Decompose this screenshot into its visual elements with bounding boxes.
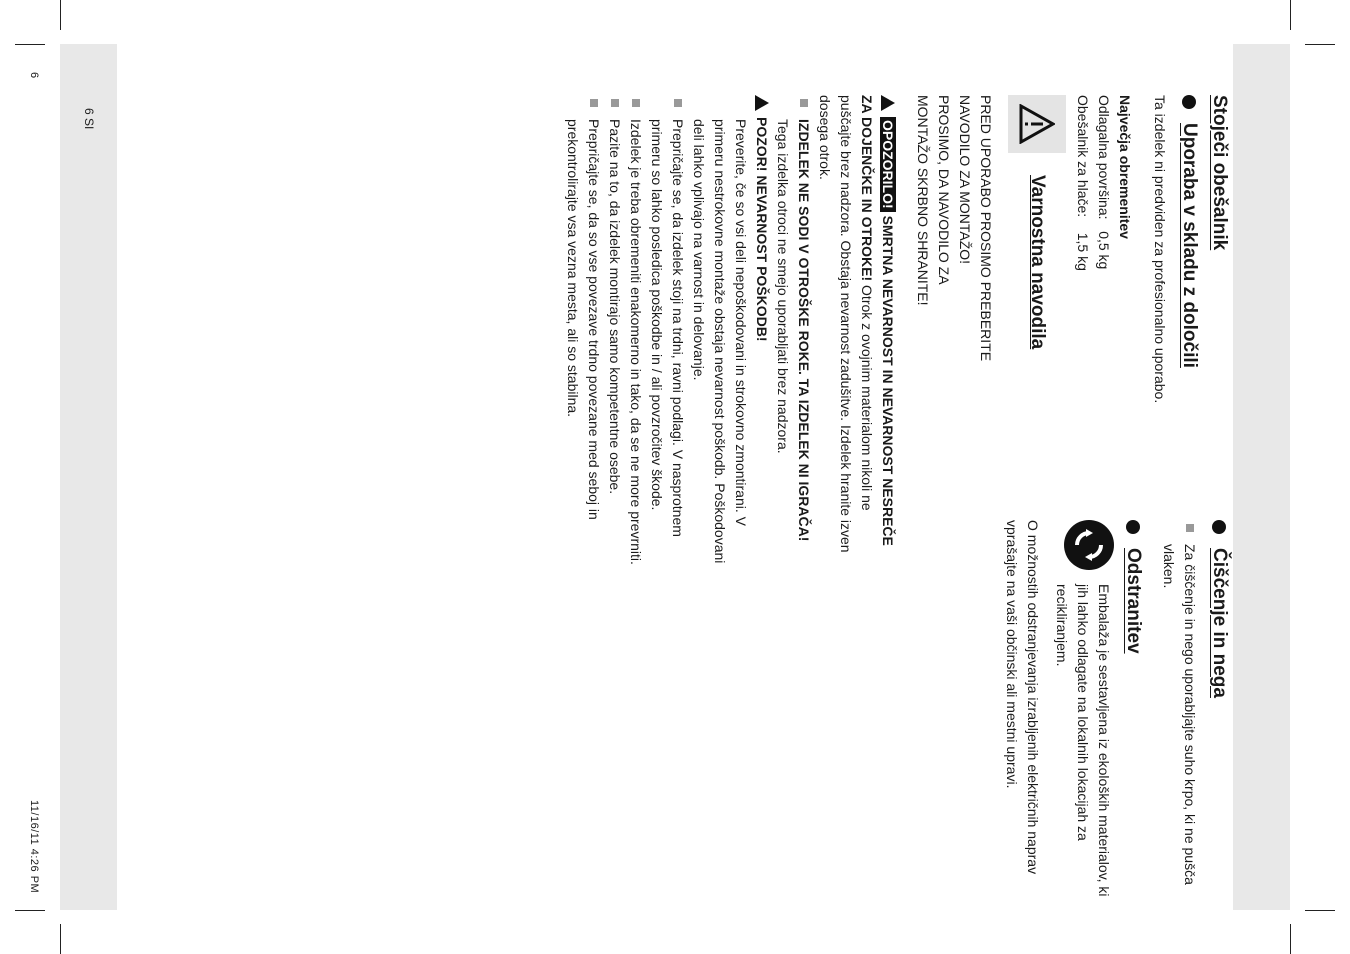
max-load-title: Največja obremenitev — [1117, 95, 1133, 239]
warning-triangle-icon — [1008, 95, 1066, 153]
recycle-icon — [1064, 520, 1114, 570]
section-heading-intended-use: Uporaba v skladu z določili — [1178, 95, 1200, 565]
crop-mark — [60, 0, 61, 30]
list-item: Prepričajte se, da so vse povezave trdno povezane med seboj in prekontrolirajte vsa vezna mesta, ali so stabilna. — [562, 95, 604, 565]
column-right — [1001, 520, 1230, 900]
slug-date: 11/16/11 4:26 PM — [28, 800, 40, 894]
kids-paragraph — [772, 95, 814, 565]
damage-head: POZOR! NEVARNOST POŠKODB! — [754, 117, 770, 342]
list-item: Pazite na to, da izdelek montirajo samo kompetentne osebe. — [604, 95, 625, 565]
warning-head: SMRTNA NEVARNOST IN NEVARNOST NESREČE ZA DOJENČKE IN OTROKE! — [859, 95, 896, 546]
warning-paragraph — [814, 95, 898, 565]
warning-small-icon — [755, 95, 769, 111]
warning-text: Otrok z ovojnim materialom nikoli ne puščajte brez nadzora. Obstaja nevarnost zadušitve. Izdelek hranite izven dosega otrok. — [817, 95, 875, 553]
crop-mark — [60, 924, 61, 954]
disposal-more-text: O možnostih odstranjevanja izrabljenih električnih naprav vprašajte na vaši občinski ali mestni upravi. — [1004, 520, 1041, 875]
page-label: 6 SI — [82, 108, 96, 130]
section-heading-stand: Stoječi obešalnik — [1209, 95, 1230, 251]
load-line: Obešalnik za hlače: 1,5 kg — [1075, 95, 1091, 271]
safety-intro-line: MONTAŽO SKRBNO SHRANITE! — [915, 95, 931, 306]
damage-text: Preverite, če so vsi deli nepoškodovani in strokovno zmontirani. V primeru nestrokovne montaže obstaja nevarnost poškodb. Poškodovani deli lahko vplivajo na varnost in delovanje. — [691, 119, 749, 564]
crop-mark — [1305, 44, 1335, 45]
crop-mark — [1305, 910, 1335, 911]
safety-intro-line: NAVODILO ZA MONTAŽO! — [957, 95, 973, 265]
slug-page-number: 6 — [28, 72, 40, 79]
list-item: Prepričajte se, da izdelek stoji na trdni, ravni podlagi. V nasprotnem primeru so lahko posledica poškodbe in / ali povzročitev škode. — [646, 95, 688, 565]
safety-intro-line: PRED UPORABO PROSIMO PREBERITE — [978, 95, 994, 362]
disposal-block — [1051, 520, 1114, 900]
column-left — [562, 95, 1230, 565]
section-heading-care: Čiščenje in nega — [1208, 520, 1230, 900]
crop-mark — [15, 44, 45, 45]
crop-mark — [1290, 0, 1291, 30]
load-line: Odlagalna površina: 0,5 kg — [1096, 95, 1112, 270]
intended-use-text: Ta izdelek ni predviden za profesionalno uporabo. — [1152, 95, 1168, 404]
section-heading-disposal: Odstranitev — [1122, 520, 1144, 900]
disposal-text: Embalaža je sestavljena iz ekoloških materialov, ki jih lahko odlagate na lokalnih lokacijah za recikliranjem. — [1054, 584, 1112, 897]
safety-intro-line: PROSIMO, DA NAVODILO ZA — [936, 95, 952, 285]
crop-mark — [1290, 924, 1291, 954]
warning-tag: OPOZORILO! — [880, 117, 896, 212]
kids-text: Tega izdelka otroci ne smejo uporabljati brez nadzora. — [775, 119, 791, 454]
damage-paragraph — [751, 95, 772, 565]
warning-small-icon — [881, 95, 895, 111]
document-page — [70, 95, 1230, 915]
safety-heading: Varnostna navodila — [1027, 175, 1048, 350]
list-item: Izdelek je treba obremeniti enakomerno in tako, da se ne more prevrniti. — [625, 95, 646, 565]
care-text: Za čiščenje in nego uporabljajte suho krpo, ki ne pušča vlaken. — [1158, 520, 1200, 900]
safety-heading-box — [1008, 95, 1066, 565]
bullet-dot-icon — [1126, 520, 1140, 534]
crop-mark — [15, 910, 45, 911]
kids-head: IZDELEK NE SODI V OTROŠKE ROKE. TA IZDELEK NI IGRAČA! — [796, 119, 812, 542]
right-margin-band — [1233, 44, 1290, 910]
bullet-dot-icon — [1212, 520, 1226, 534]
bullet-dot-icon — [1182, 95, 1196, 109]
